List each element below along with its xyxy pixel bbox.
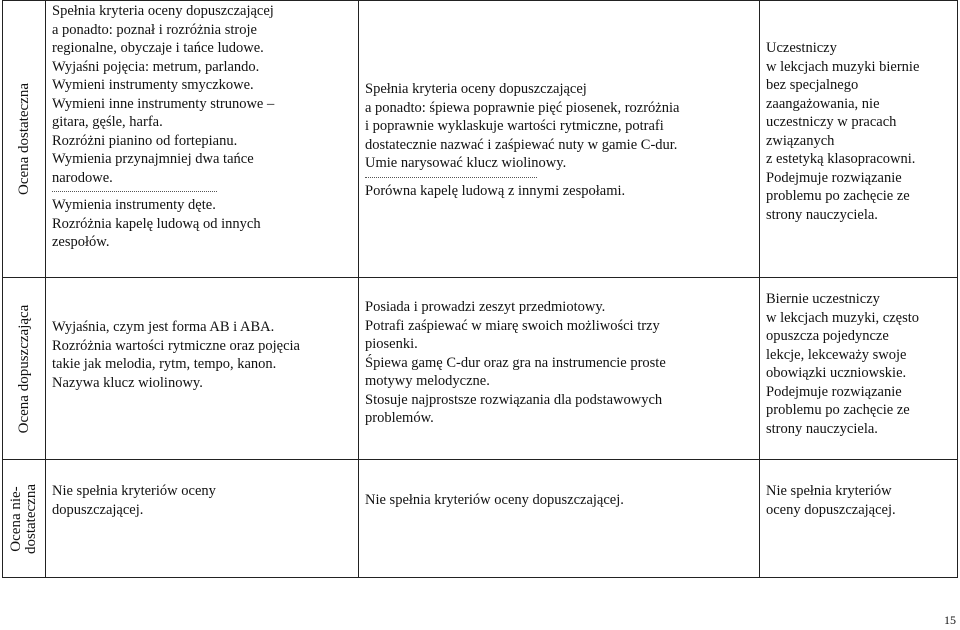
criteria-line: uczestniczy w pracach	[766, 114, 897, 130]
criteria-line: Spełnia kryteria oceny dopuszczającej	[52, 3, 274, 19]
table-row	[3, 1, 958, 278]
criteria-line: Nie spełnia kryteriów oceny	[52, 483, 216, 499]
criteria-line: dopuszczającej.	[52, 501, 144, 518]
criteria-line: Wyjaśnia, czym jest forma AB i ABA.	[52, 319, 275, 335]
criteria-line: a ponadto: śpiewa poprawnie pięć piosenek, rozróżnia	[365, 99, 680, 116]
criteria-line: Rozróżnia wartości rytmiczne oraz pojęcia	[52, 337, 300, 354]
criteria-line: Wymienia instrumenty dęte.	[52, 197, 216, 213]
criteria-line: motywy melodyczne.	[365, 373, 490, 389]
table-row	[3, 460, 958, 578]
grade-label-cell	[3, 460, 46, 578]
grade-label-line: Ocena nie-	[8, 485, 24, 552]
criteria-line: takie jak melodia, rytm, tempo, kanon.	[52, 356, 277, 372]
criteria-line: problemu po zachęcie ze	[766, 188, 910, 204]
criteria-line: oceny dopuszczającej.	[766, 501, 896, 518]
criteria-line: w lekcjach muzyki, często	[766, 309, 919, 326]
criteria-line: zaangażowania, nie	[766, 95, 880, 112]
criteria-line: piosenki.	[365, 336, 418, 352]
criteria-line: związanych	[766, 132, 835, 149]
criteria-line: Rozróżnia kapelę ludową od innych	[52, 215, 261, 232]
grade-label-cell	[3, 1, 46, 278]
criteria-line: Nie spełnia kryteriów oceny dopuszczającej.	[365, 492, 624, 508]
grade-label: Ocena dopuszczająca	[16, 304, 32, 433]
grade-label	[9, 484, 39, 554]
criteria-line: z estetyką klasopracowni.	[766, 151, 916, 167]
criteria-line: Posiada i prowadzi zeszyt przedmiotowy.	[365, 299, 606, 315]
criteria-line: i poprawnie wyklaskuje wartości rytmiczne, potrafi	[365, 118, 664, 134]
criteria-line: Porówna kapelę ludową z innymi zespołami.	[365, 182, 626, 199]
criteria-line: Podejmuje rozwiązanie	[766, 169, 902, 186]
criteria-line: w lekcjach muzyki biernie	[766, 58, 920, 75]
skills-cell	[359, 1, 760, 278]
criteria-line: Nie spełnia kryteriów	[766, 483, 892, 499]
criteria-line: zespołów.	[52, 234, 110, 250]
music-knowledge-cell	[46, 460, 359, 578]
grade-label: Ocena dostateczna	[16, 82, 32, 196]
criteria-line: a ponadto: poznał i rozróżnia stroje	[52, 21, 257, 38]
criteria-line: bez specjalnego	[766, 77, 859, 93]
criteria-line: Nazywa klucz wiolinowy.	[52, 374, 203, 391]
dotted-separator	[365, 177, 537, 178]
criteria-line: Spełnia kryteria oceny dopuszczającej	[365, 81, 587, 97]
attitude-cell	[760, 278, 958, 460]
criteria-line: strony nauczyciela.	[766, 420, 878, 437]
criteria-line: Biernie uczestniczy	[766, 291, 880, 307]
criteria-line: Wymieni inne instrumenty strunowe –	[52, 95, 275, 112]
table-row	[3, 278, 958, 460]
criteria-line: lekcje, lekceważy swoje	[766, 346, 907, 363]
criteria-line: Wymienia przynajmniej dwa tańce	[52, 151, 254, 167]
criteria-line: Stosuje najprostsze rozwiązania dla podstawowych	[365, 391, 663, 408]
skills-cell	[359, 278, 760, 460]
dotted-separator	[52, 191, 217, 192]
criteria-line: Śpiewa gamę C-dur oraz gra na instrumencie proste	[365, 354, 666, 371]
criteria-line: gitara, gęśle, harfa.	[52, 114, 163, 130]
grading-criteria-table	[2, 0, 958, 578]
criteria-line: dostatecznie nazwać i zaśpiewać nuty w gamie C-dur.	[365, 136, 678, 153]
criteria-line: opuszcza pojedyncze	[766, 328, 889, 344]
attitude-cell	[760, 1, 958, 278]
criteria-line: narodowe.	[52, 169, 113, 186]
criteria-line: regionalne, obyczaje i tańce ludowe.	[52, 40, 264, 56]
criteria-line: problemów.	[365, 410, 434, 426]
skills-cell	[359, 460, 760, 578]
music-knowledge-cell	[46, 278, 359, 460]
music-knowledge-cell	[46, 1, 359, 278]
criteria-line: Wymieni instrumenty smyczkowe.	[52, 77, 254, 93]
criteria-line: Wyjaśni pojęcia: metrum, parlando.	[52, 58, 260, 75]
criteria-line: Uczestniczy	[766, 40, 837, 56]
grade-label-cell	[3, 278, 46, 460]
criteria-line: problemu po zachęcie ze	[766, 402, 910, 418]
grade-label-line: dostateczna	[23, 483, 39, 554]
criteria-line: obowiązki uczniowskie.	[766, 365, 907, 381]
page-number: 15	[944, 613, 956, 627]
attitude-cell	[760, 460, 958, 578]
criteria-line: Podejmuje rozwiązanie	[766, 383, 902, 400]
criteria-line: Potrafi zaśpiewać w miarę swoich możliwości trzy	[365, 317, 660, 334]
criteria-line: Umie narysować klucz wiolinowy.	[365, 155, 567, 171]
criteria-line: strony nauczyciela.	[766, 206, 878, 223]
criteria-line: Rozróżni pianino od fortepianu.	[52, 132, 238, 149]
